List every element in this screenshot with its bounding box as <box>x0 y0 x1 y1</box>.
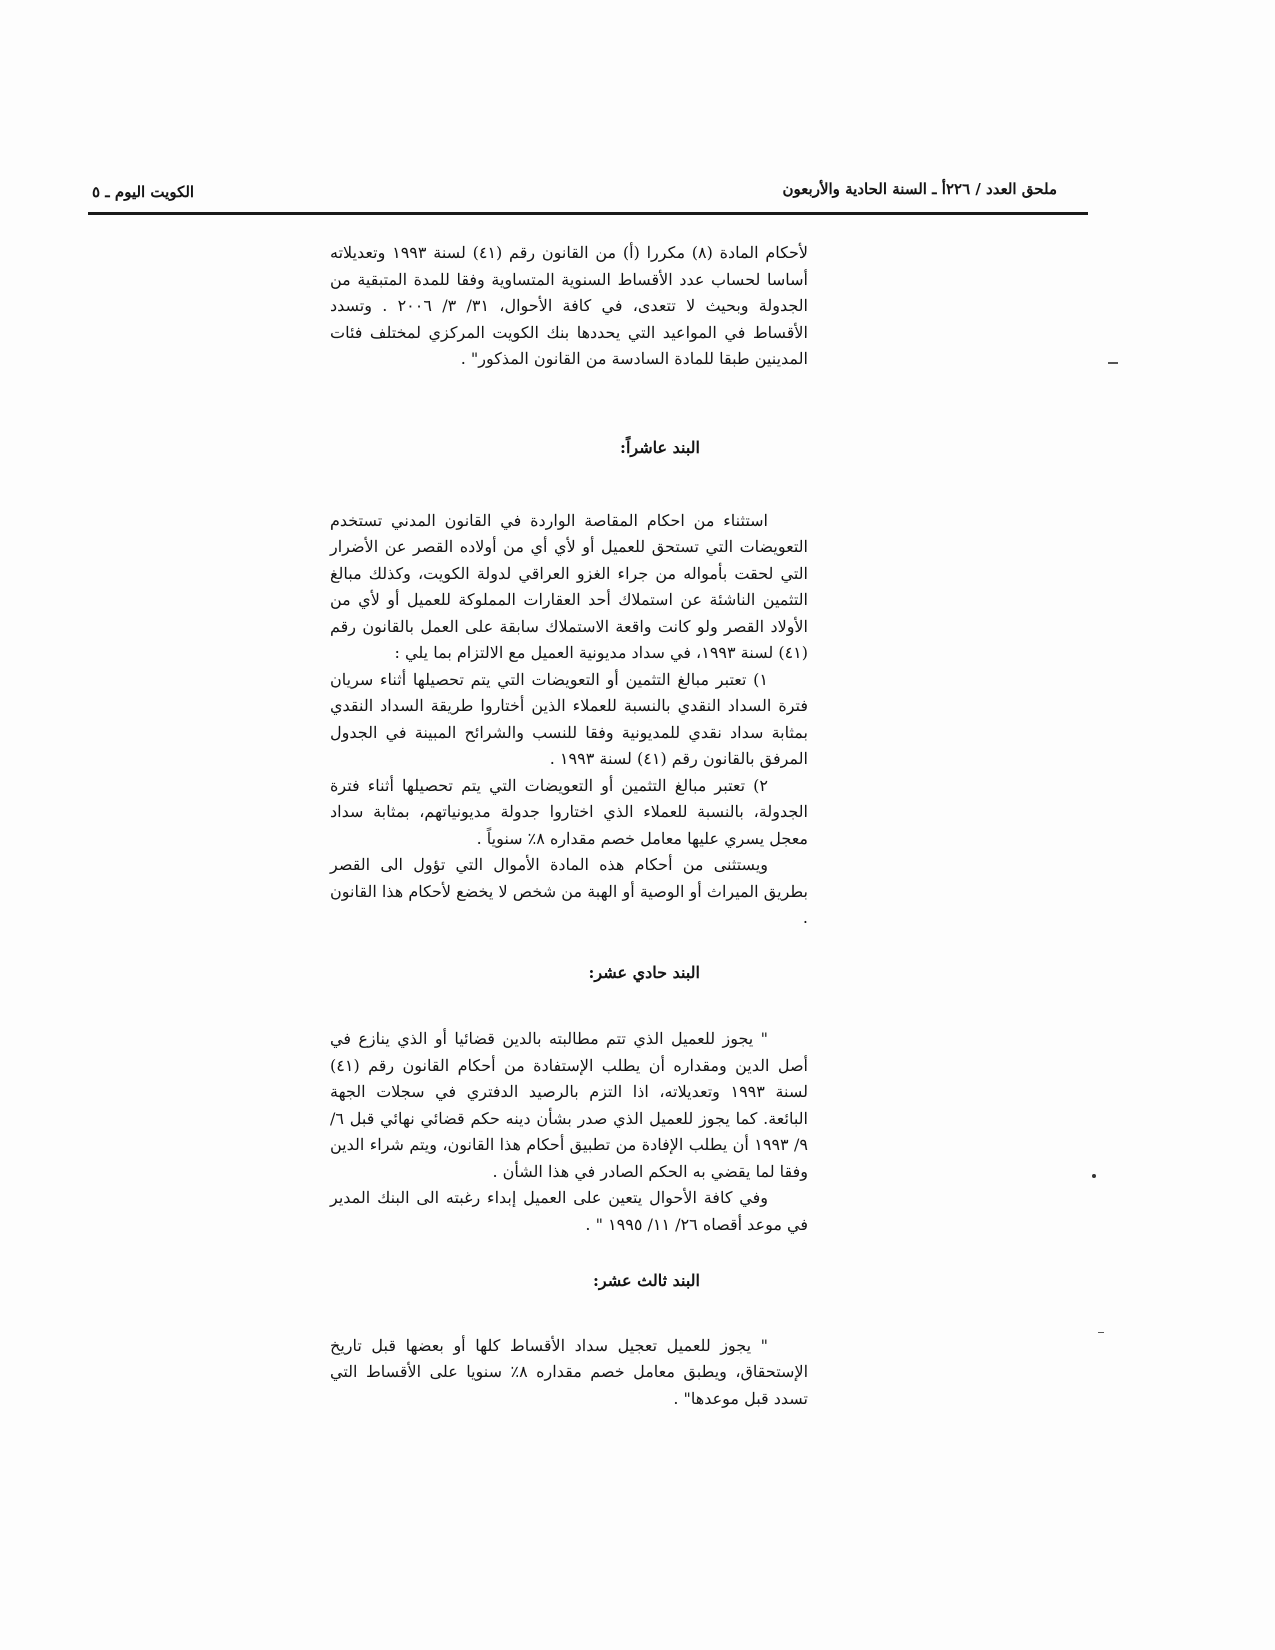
paragraph-early-payment: " يجوز للعميل تعجيل سداد الأقساط كلها أو بعضها قبل تاريخ الإستحقاق، ويطبق معامل خصم مقداره ٨٪ سنويا على الأقساط التي تسدد قبل موعدها" . <box>330 1335 809 1408</box>
paragraph-deadline: وفي كافة الأحوال يتعين على العميل إبداء رغبته الى البنك المدير في موعد أقصاه ٢٦/ ١١/ ١٩٩٥ " . <box>330 1188 808 1234</box>
section-heading-thirteenth: البند ثالث عشر: <box>593 1271 700 1290</box>
article-column <box>330 240 808 1412</box>
paragraph-exemption: ويستثنى من أحكام هذه المادة الأموال التي تؤول الى القصر بطريق الميراث أو الوصية أو الهبة من شخص لا يخضع لأحكام هذا القانون . <box>330 855 808 927</box>
paragraph-continuation: لأحكام المادة (٨) مكررا (أ) من القانون رقم (٤١) لسنة ١٩٩٣ وتعديلاته أساسا لحساب عدد الأقساط السنوية المتساوية وفقا للمدة المتبقية من الجدولة وبحيث لا تتعدى، في كافة الأحوال، ٣١/ ٣/ ٢٠٠٦ . وتسدد الأقساط في المواعيد التي يحددها بنك الكويت المركزي لمختلف فئات المدينين طبقا للمادة السادسة من القانون المذكور" . <box>330 243 809 368</box>
paragraph-litigation: " يجوز للعميل الذي تتم مطالبته بالدين قضائيا أو الذي ينازع في أصل الدين ومقداره أن يطلب الإستفادة من أحكام القانون رقم (٤١) لسنة ١٩٩٣ وتعديلاته، اذا التزم بالرصيد الدفتري في سجلات الجهة البائعة. كما يجوز للعميل الذي صدر بشأن دينه حكم قضائي نهائي قبل ٦/ ٩/ ١٩٩٣ أن يطلب الإفادة من تطبيق أحكام هذا القانون، ويتم شراء الدين وفقا لما يقضي به الحكم الصادر في هذا الشأن . <box>330 1029 808 1181</box>
issue-header: ملحق العدد / ٢٢٦أ ـ السنة الحادية والأربعون <box>782 180 1057 198</box>
paragraph-item-1: ١) تعتبر مبالغ التثمين أو التعويضات التي يتم تحصيلها أثناء سريان فترة السداد النقدي بالنسبة للعملاء الذين أختاروا طريقة السداد النقدي بمثابة سداد نقدي للمديونية وفقا للنسب والشرائح المبينة في الجدول المرفق بالقانون رقم (٤١) لسنة ١٩٩٣ . <box>330 669 809 768</box>
header-divider <box>88 212 1088 215</box>
section-heading-eleventh: البند حادي عشر: <box>588 962 700 982</box>
paragraph-offset-exception: استثناء من احكام المقاصة الواردة في القانون المدني تستخدم التعويضات التي تستحق للعميل أو لأي أي من أولاده القصر عن الأضرار التي لحقت بأمواله من جراء الغزو العراقي لدولة الكويت، وكذلك مبالغ التثمين الناشئة عن استملاك أحد العقارات المملوكة للعميل أو لأي من الأولاد القصر ولو كانت واقعة الاستملاك سابقة على العمل بالقانون رقم (٤١) لسنة ١٩٩٣، في سداد مديونية العميل مع الالتزام بما يلي : <box>330 510 809 662</box>
scan-mark <box>1108 362 1118 364</box>
gazette-page-label: الكويت اليوم ـ ٥ <box>92 183 195 201</box>
paragraph-item-2: ٢) تعتبر مبالغ التثمين أو التعويضات التي يتم تحصيلها أثناء فترة الجدولة، بالنسبة للعملاء الذي اختاروا جدولة مديونياتهم، بمثابة سداد معجل يسري عليها معامل خصم مقداره ٨٪ سنوياً . <box>330 775 808 848</box>
section-heading-tenth: البند عاشراً: <box>620 438 700 457</box>
scan-mark <box>1098 1332 1104 1333</box>
scan-dot <box>1092 1174 1096 1178</box>
